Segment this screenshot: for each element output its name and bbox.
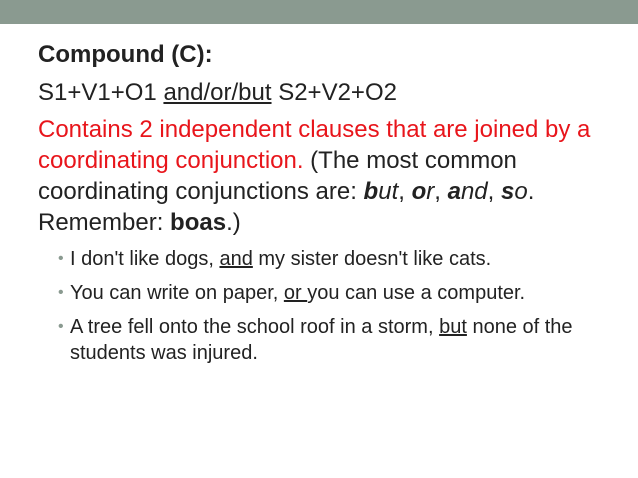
but-rest: ut [378, 178, 399, 205]
example-conjunction: but [439, 316, 467, 338]
formula-clause-1: S1+V1+O1 [38, 79, 164, 106]
bullet-icon: • [58, 250, 64, 267]
definition-red-text: Contains 2 independent clauses that are joined by a coordinating conjunction. [38, 116, 591, 174]
mnemonic-boas: boas [170, 209, 227, 236]
so-rest: o [514, 178, 528, 205]
definition-paragraph [38, 114, 618, 238]
example-text-before: A tree fell onto the school roof in a storm, [70, 316, 440, 338]
note-mid: . Remember: [38, 178, 535, 236]
note-open: (The most common coordinating conjunctions are: [38, 147, 517, 205]
example-conjunction: or [283, 282, 308, 304]
examples-list [38, 246, 618, 366]
example-text-after: none of the students was injured. [70, 316, 573, 364]
example-item-1 [38, 246, 618, 272]
or-initial: o [411, 178, 427, 205]
note-close: .) [226, 209, 241, 236]
example-text-before: I don't like dogs, [70, 248, 220, 270]
separator: , [487, 178, 501, 205]
example-text-before: You can write on paper, [70, 282, 284, 304]
sentence-formula [38, 78, 618, 108]
or-rest: r [426, 178, 435, 205]
formula-conjunctions: and/or/but [163, 79, 272, 106]
separator: , [434, 178, 448, 205]
separator: , [398, 178, 412, 205]
and-initial: a [447, 178, 461, 205]
example-item-3 [38, 314, 618, 366]
example-item-2 [38, 280, 618, 306]
formula-clause-2: S2+V2+O2 [271, 79, 397, 106]
title-bar-band [0, 0, 638, 24]
bullet-icon: • [58, 284, 64, 301]
so-initial: s [501, 178, 515, 205]
and-rest: nd [460, 178, 488, 205]
slide-body [38, 40, 618, 374]
example-text-after: you can use a computer. [307, 282, 526, 304]
bullet-icon: • [58, 318, 64, 335]
example-conjunction: and [219, 248, 253, 270]
example-text-after: my sister doesn't like cats. [252, 248, 492, 270]
slide-heading: Compound (C): [38, 41, 213, 68]
but-initial: b [363, 178, 379, 205]
